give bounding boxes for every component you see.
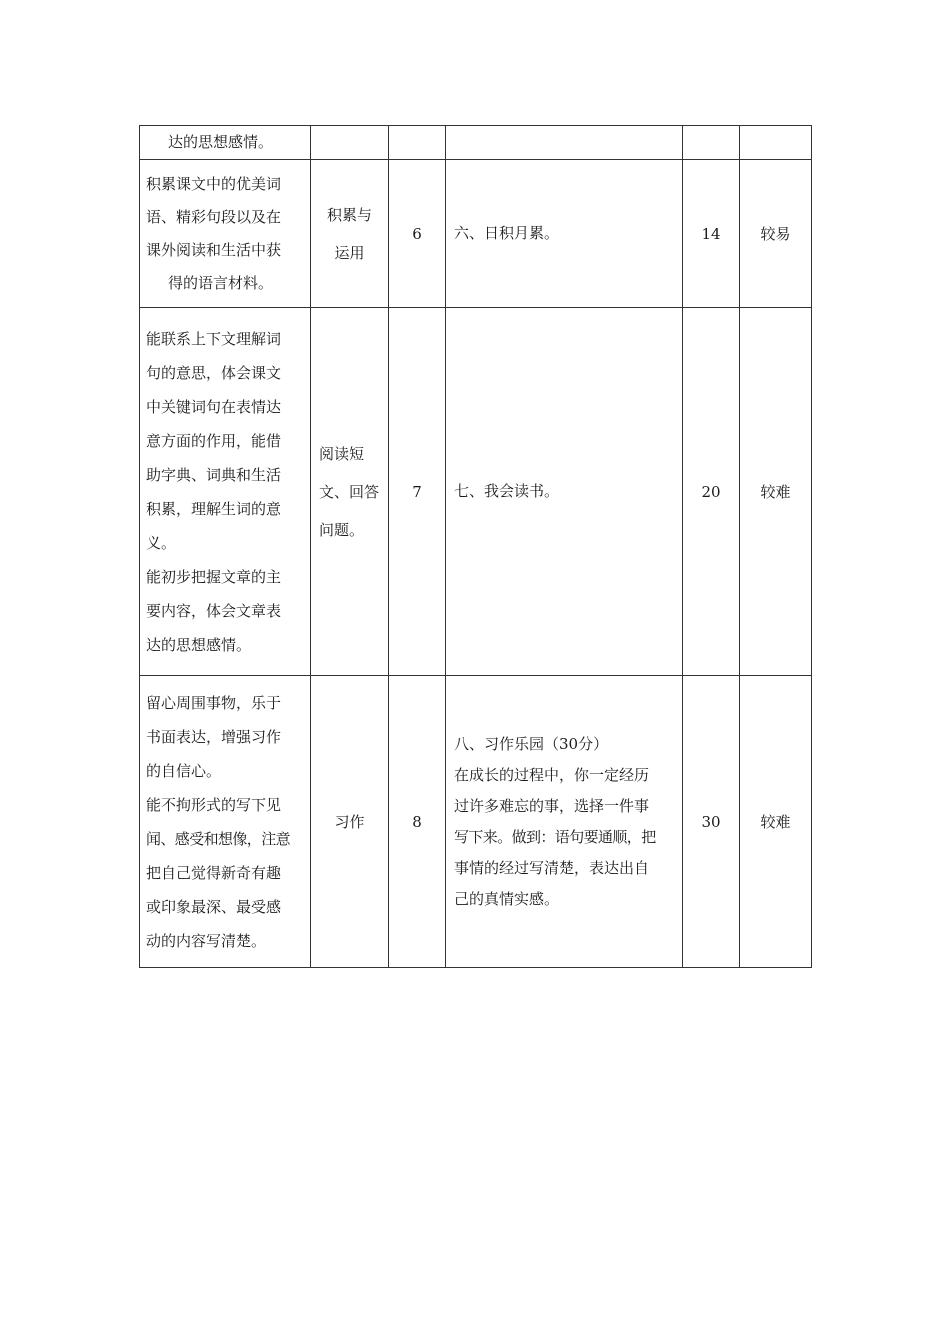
number-cell: 8 (389, 676, 446, 968)
objective-line: 能不拘形式的写下见 (146, 795, 282, 814)
question-line: 八、习作乐园（30分） (454, 734, 609, 753)
objective-cell (140, 160, 311, 308)
objective-line: 义。 (146, 533, 177, 552)
objective-cell (140, 308, 311, 676)
question-line: 事情的经过写清楚，表达出自 (454, 858, 650, 877)
type-line: 运用 (334, 243, 365, 262)
objective-line: 留心周围事物，乐于 (146, 693, 282, 712)
objective-line: 中关键词句在表情达 (146, 397, 282, 416)
score-cell: 20 (683, 308, 740, 676)
objective-line: 要内容，体会文章表 (146, 601, 282, 620)
objective-line: 能联系上下文理解词 (146, 329, 282, 348)
exam-spec-table (139, 125, 812, 968)
score-cell (683, 126, 740, 160)
objective-line: 意方面的作用，能借 (146, 431, 282, 450)
objective-line: 达的思想感情。 (168, 133, 274, 151)
number-cell: 7 (389, 308, 446, 676)
objective-cell (140, 126, 311, 160)
type-line: 积累与 (326, 205, 372, 224)
difficulty-cell (740, 126, 812, 160)
objective-line: 助字典、词典和生活 (146, 465, 282, 484)
table-row (140, 126, 812, 160)
objective-cell (140, 676, 311, 968)
question-cell (446, 160, 683, 308)
score-cell: 14 (683, 160, 740, 308)
table-row (140, 308, 812, 676)
objective-line: 或印象最深、最受感 (146, 897, 282, 916)
difficulty-cell: 较难 (740, 676, 812, 968)
objective-line: 达的思想感情。 (146, 635, 252, 654)
type-line: 阅读短 (319, 444, 365, 463)
objective-line: 句的意思，体会课文 (146, 363, 282, 382)
table-row (140, 160, 812, 308)
objective-line: 课外阅读和生活中获 (146, 240, 282, 259)
objective-line: 把自己觉得新奇有趣 (146, 863, 282, 882)
question-cell (446, 126, 683, 160)
question-line: 在成长的过程中，你一定经历 (454, 765, 650, 784)
type-cell (311, 308, 389, 676)
table-row (140, 676, 812, 968)
question-line: 过许多难忘的事，选择一件事 (454, 796, 650, 815)
objective-line: 得的语言材料。 (168, 273, 274, 292)
type-cell (311, 676, 389, 968)
question-line: 写下来。做到：语句要通顺，把 (454, 827, 656, 846)
objective-line: 书面表达，增强习作 (146, 727, 282, 746)
number-cell: 6 (389, 160, 446, 308)
objective-line: 的自信心。 (146, 761, 222, 780)
type-cell (311, 160, 389, 308)
difficulty-cell: 较难 (740, 308, 812, 676)
question-line: 七、我会读书。 (454, 482, 560, 500)
type-cell (311, 126, 389, 160)
question-line: 六、日积月累。 (454, 224, 560, 242)
type-line: 文、回答 (319, 482, 380, 501)
type-line: 习作 (334, 812, 365, 831)
objective-line: 能初步把握文章的主 (146, 567, 282, 586)
objective-line: 积累，理解生词的意 (146, 499, 282, 518)
objective-line: 闻、感受和想像，注意 (146, 829, 291, 848)
score-cell: 30 (683, 676, 740, 968)
question-line: 己的真情实感。 (454, 889, 560, 908)
number-cell (389, 126, 446, 160)
type-line: 问题。 (319, 520, 365, 539)
objective-line: 动的内容写清楚。 (146, 931, 267, 950)
question-cell (446, 308, 683, 676)
difficulty-cell: 较易 (740, 160, 812, 308)
objective-line: 积累课文中的优美词 (146, 174, 282, 193)
objective-line: 语、精彩句段以及在 (146, 207, 282, 226)
question-cell (446, 676, 683, 968)
